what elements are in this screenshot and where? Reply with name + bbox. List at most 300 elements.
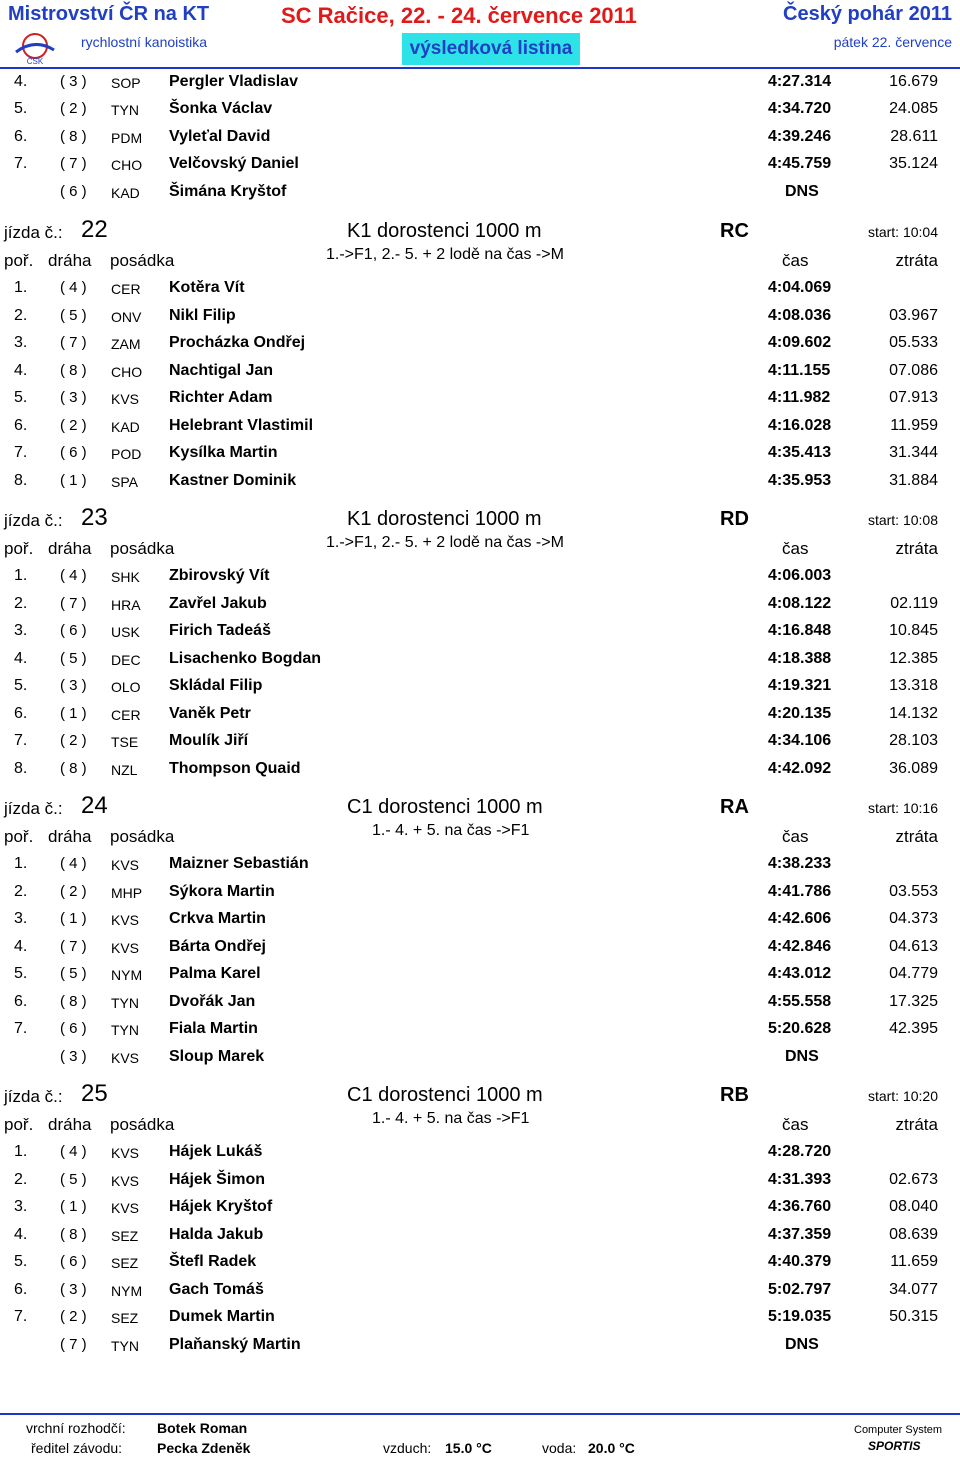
lane: ( 2 ) (60, 1308, 87, 1325)
time-loss: 04.613 (889, 938, 938, 955)
result-row (0, 595, 960, 622)
rank: 3. (14, 334, 28, 351)
athlete-name: Gach Tomáš (169, 1281, 264, 1298)
athlete-name: Vyleťal David (169, 128, 271, 145)
lane: ( 6 ) (60, 444, 87, 461)
time-loss: 36.089 (889, 760, 938, 777)
lane: ( 5 ) (60, 307, 87, 324)
club-code: KVS (111, 857, 140, 873)
athlete-name: Moulík Jiří (169, 732, 249, 749)
result-time: 4:42.606 (768, 910, 832, 927)
time-loss: 16.679 (889, 73, 938, 90)
race-number-label: jízda č.: (4, 223, 63, 242)
rank: 3. (14, 622, 28, 639)
result-time: 4:37.359 (768, 1226, 832, 1243)
result-time: 4:35.413 (768, 444, 832, 461)
club-code: KVS (111, 940, 140, 956)
club-code: CHO (111, 364, 143, 380)
race-number: 24 (81, 792, 108, 819)
race-code: RC (720, 220, 749, 242)
club-code: POD (111, 446, 142, 462)
rank: 6. (14, 417, 28, 434)
result-row (0, 279, 960, 306)
lane: ( 5 ) (60, 1171, 87, 1188)
club-code: KAD (111, 185, 140, 201)
column-headers (0, 822, 960, 851)
result-time: 4:42.092 (768, 760, 832, 777)
col-rank: poř. (4, 827, 34, 846)
athlete-name: Bárta Ondřej (169, 938, 266, 955)
event-name: C1 dorostenci 1000 m (347, 1084, 543, 1106)
event-name: K1 dorostenci 1000 m (347, 220, 542, 242)
club-code: SHK (111, 569, 140, 585)
rank: 5. (14, 389, 28, 406)
club-code: SPA (111, 474, 138, 490)
result-time: 5:19.035 (768, 1308, 832, 1325)
result-row (0, 73, 960, 100)
header-divider (0, 67, 960, 69)
water-temp-value: 20.0 °C (588, 1440, 635, 1456)
result-time: 4:04.069 (768, 279, 832, 296)
svg-text:ČSK: ČSK (26, 57, 44, 66)
lane: ( 7 ) (60, 938, 87, 955)
result-time: 4:35.953 (768, 472, 832, 489)
rank: 6. (14, 993, 28, 1010)
date-label: pátek 22. července (833, 34, 952, 50)
race-number-label: jízda č.: (4, 511, 63, 530)
result-row (0, 155, 960, 182)
col-lane: dráha (48, 251, 92, 270)
rank: 2. (14, 307, 28, 324)
race-number-label: jízda č.: (4, 799, 63, 818)
result-time: 4:16.028 (768, 417, 832, 434)
system-label: Computer System (854, 1424, 943, 1436)
lane: ( 3 ) (60, 73, 87, 90)
event-name: C1 dorostenci 1000 m (347, 796, 543, 818)
club-code: KVS (111, 1145, 140, 1161)
col-crew: posádka (110, 827, 175, 846)
athlete-name: Nikl Filip (169, 307, 236, 324)
discipline-label: rychlostní kanoistika (81, 34, 208, 50)
result-row (0, 100, 960, 127)
lane: ( 7 ) (60, 155, 87, 172)
club-code: MHP (111, 885, 143, 901)
result-time: 5:20.628 (768, 1020, 832, 1037)
result-time: 4:34.106 (768, 732, 832, 749)
result-row (0, 1143, 960, 1170)
athlete-name: Maizner Sebastián (169, 855, 309, 872)
club-code: KVS (111, 912, 140, 928)
rank: 8. (14, 472, 28, 489)
result-time: 4:11.155 (768, 362, 831, 379)
athlete-name: Procházka Ondřej (169, 334, 306, 351)
water-temp-label: voda: (542, 1440, 577, 1456)
page-header (0, 0, 960, 68)
club-code: KVS (111, 391, 140, 407)
lane: ( 1 ) (60, 472, 87, 489)
athlete-name: Kotěra Vít (169, 279, 245, 296)
rank: 3. (14, 1198, 28, 1215)
result-time: 4:16.848 (768, 622, 832, 639)
cup-title: Český pohár 2011 (783, 3, 952, 25)
result-time: 4:39.246 (768, 128, 832, 145)
athlete-name: Zavřel Jakub (169, 595, 267, 612)
rank: 6. (14, 1281, 28, 1298)
result-row (0, 1336, 960, 1363)
club-code: CER (111, 707, 141, 723)
start-time: start: 10:04 (867, 224, 938, 240)
result-time: 4:08.122 (768, 595, 832, 612)
lane: ( 7 ) (60, 334, 87, 351)
venue-title: SC Račice, 22. - 24. července 2011 (281, 3, 637, 28)
time-loss: 34.077 (889, 1281, 938, 1298)
club-code: ONV (111, 309, 142, 325)
result-time: 4:28.720 (768, 1143, 832, 1160)
result-time: 4:34.720 (768, 100, 832, 117)
col-lane: dráha (48, 1115, 92, 1134)
race-number: 22 (81, 216, 108, 243)
race-code: RD (720, 508, 749, 530)
result-time: 4:43.012 (768, 965, 832, 982)
rank: 2. (14, 595, 28, 612)
lane: ( 3 ) (60, 677, 87, 694)
time-loss: 28.103 (889, 732, 938, 749)
time-loss: 31.344 (889, 444, 938, 461)
club-code: SOP (111, 75, 141, 91)
race-number: 25 (81, 1080, 108, 1107)
club-code: SEZ (111, 1255, 139, 1271)
time-loss: 07.086 (889, 362, 938, 379)
athlete-name: Palma Karel (169, 965, 261, 982)
lane: ( 8 ) (60, 760, 87, 777)
lane: ( 4 ) (60, 279, 87, 296)
rank: 4. (14, 1226, 28, 1243)
col-crew: posádka (110, 1115, 175, 1134)
club-code: OLO (111, 679, 141, 695)
result-row (0, 732, 960, 759)
club-code: TSE (111, 734, 139, 750)
progression-rule: 1.->F1, 2.- 5. + 2 lodě na čas ->M (326, 534, 564, 551)
athlete-name: Hájek Lukáš (169, 1143, 263, 1160)
club-code: CHO (111, 157, 143, 173)
athlete-name: Halda Jakub (169, 1226, 264, 1243)
rank: 7. (14, 1020, 28, 1037)
rank: 8. (14, 760, 28, 777)
time-loss: 08.040 (889, 1198, 938, 1215)
result-time: 4:42.846 (768, 938, 832, 955)
lane: ( 1 ) (60, 705, 87, 722)
col-crew: posádka (110, 251, 175, 270)
col-rank: poř. (4, 251, 34, 270)
lane: ( 2 ) (60, 883, 87, 900)
club-code: HRA (111, 597, 141, 613)
athlete-name: Helebrant Vlastimil (169, 417, 314, 434)
result-row (0, 883, 960, 910)
club-code: DEC (111, 652, 141, 668)
club-code: PDM (111, 130, 143, 146)
page-footer (0, 1415, 960, 1466)
col-loss: ztráta (895, 827, 938, 846)
result-row (0, 334, 960, 361)
result-row (0, 677, 960, 704)
column-headers (0, 246, 960, 275)
club-code: KVS (111, 1050, 140, 1066)
result-row (0, 362, 960, 389)
lane: ( 5 ) (60, 650, 87, 667)
result-row (0, 567, 960, 594)
result-row (0, 1198, 960, 1225)
col-loss: ztráta (895, 1115, 938, 1134)
result-row (0, 965, 960, 992)
time-loss: 35.124 (889, 155, 938, 172)
club-code: KVS (111, 1200, 140, 1216)
time-loss: 42.395 (889, 1020, 938, 1037)
rank: 5. (14, 965, 28, 982)
result-time: 4:40.379 (768, 1253, 832, 1270)
result-time: 4:08.036 (768, 307, 832, 324)
club-code: KAD (111, 419, 140, 435)
col-loss: ztráta (895, 539, 938, 558)
director-name: Pecka Zdeněk (157, 1440, 251, 1456)
rank: 2. (14, 1171, 28, 1188)
event-name: K1 dorostenci 1000 m (347, 508, 542, 530)
lane: ( 3 ) (60, 1048, 87, 1065)
rank: 4. (14, 650, 28, 667)
time-loss: 03.967 (889, 307, 938, 324)
column-headers (0, 534, 960, 563)
time-loss: 02.119 (890, 595, 938, 612)
athlete-name: Kastner Dominik (169, 472, 297, 489)
rank: 5. (14, 677, 28, 694)
championship-title: Mistrovství ČR na KT (8, 3, 210, 25)
result-row (0, 760, 960, 787)
result-row (0, 1171, 960, 1198)
time-loss: 11.659 (890, 1253, 938, 1270)
rank: 1. (14, 855, 28, 872)
result-row (0, 472, 960, 499)
club-code: NYM (111, 967, 143, 983)
athlete-name: Firich Tadeáš (169, 622, 271, 639)
result-row (0, 128, 960, 155)
athlete-name: Kysílka Martin (169, 444, 278, 461)
athlete-name: Velčovský Daniel (169, 155, 299, 172)
col-lane: dráha (48, 827, 92, 846)
result-row (0, 993, 960, 1020)
director-label: ředitel závodu: (31, 1440, 123, 1456)
result-row (0, 855, 960, 882)
result-row (0, 1048, 960, 1075)
race-code: RA (720, 796, 749, 818)
col-time: čas (782, 539, 809, 558)
race-header (0, 504, 960, 538)
race-header (0, 1080, 960, 1114)
result-time: 5:02.797 (768, 1281, 832, 1298)
col-crew: posádka (110, 539, 175, 558)
athlete-name: Hájek Šimon (169, 1171, 266, 1188)
club-code: SEZ (111, 1228, 139, 1244)
athlete-name: Crkva Martin (169, 910, 266, 927)
athlete-name: Vaněk Petr (169, 705, 251, 722)
col-rank: poř. (4, 1115, 34, 1134)
sportis-logo: SPORTIS (868, 1439, 921, 1453)
time-loss: 31.884 (889, 472, 938, 489)
lane: ( 3 ) (60, 389, 87, 406)
result-row (0, 622, 960, 649)
results-list-banner: výsledková listina (402, 33, 580, 65)
result-row (0, 938, 960, 965)
time-loss: 14.132 (889, 705, 938, 722)
result-time: 4:41.786 (768, 883, 832, 900)
athlete-name: Fiala Martin (169, 1020, 258, 1037)
column-headers (0, 1110, 960, 1139)
lane: ( 6 ) (60, 622, 87, 639)
time-loss: 05.533 (889, 334, 938, 351)
result-row (0, 1020, 960, 1047)
club-code: TYN (111, 1022, 139, 1038)
athlete-name: Dumek Martin (169, 1308, 275, 1325)
club-code: SEZ (111, 1310, 139, 1326)
result-row (0, 444, 960, 471)
rank: 3. (14, 910, 28, 927)
lane: ( 7 ) (60, 595, 87, 612)
rank: 5. (14, 1253, 28, 1270)
athlete-name: Lisachenko Bogdan (169, 650, 322, 667)
result-time: 4:18.388 (768, 650, 832, 667)
time-loss: 04.373 (889, 910, 938, 927)
air-temp-label: vzduch: (383, 1440, 432, 1456)
athlete-name: Zbirovský Vít (169, 567, 270, 584)
race-code: RB (720, 1084, 749, 1106)
race-number-label: jízda č.: (4, 1087, 63, 1106)
lane: ( 1 ) (60, 910, 87, 927)
lane: ( 8 ) (60, 362, 87, 379)
race-header (0, 216, 960, 250)
rank: 2. (14, 883, 28, 900)
lane: ( 4 ) (60, 567, 87, 584)
result-row (0, 307, 960, 334)
air-temp-value: 15.0 °C (445, 1440, 492, 1456)
referee-label: vrchní rozhodčí: (26, 1420, 126, 1436)
rank: 6. (14, 128, 28, 145)
time-loss: 13.318 (889, 677, 938, 694)
result-row (0, 1308, 960, 1335)
federation-logo (12, 30, 58, 66)
rank: 5. (14, 100, 28, 117)
athlete-name: Šimána Kryštof (169, 183, 287, 200)
lane: ( 3 ) (60, 1281, 87, 1298)
start-time: start: 10:20 (867, 1088, 938, 1104)
referee-name: Botek Roman (157, 1420, 248, 1436)
time-loss: 28.611 (890, 128, 938, 145)
club-code: NZL (111, 762, 138, 778)
result-row (0, 910, 960, 937)
club-code: TYN (111, 995, 139, 1011)
col-rank: poř. (4, 539, 34, 558)
result-time: 4:36.760 (768, 1198, 832, 1215)
rank: 7. (14, 732, 28, 749)
rank: 7. (14, 444, 28, 461)
time-loss: 02.673 (889, 1171, 938, 1188)
col-loss: ztráta (895, 251, 938, 270)
result-time: 4:09.602 (768, 334, 832, 351)
athlete-name: Dvořák Jan (169, 993, 256, 1010)
lane: ( 8 ) (60, 1226, 87, 1243)
lane: ( 1 ) (60, 1198, 87, 1215)
rank: 1. (14, 1143, 28, 1160)
lane: ( 8 ) (60, 993, 87, 1010)
result-time: 4:20.135 (768, 705, 832, 722)
result-row (0, 417, 960, 444)
rank: 6. (14, 705, 28, 722)
result-row (0, 1226, 960, 1253)
rank: 4. (14, 938, 28, 955)
club-code: USK (111, 624, 140, 640)
lane: ( 6 ) (60, 183, 87, 200)
lane: ( 2 ) (60, 417, 87, 434)
athlete-name: Skládal Filip (169, 677, 263, 694)
athlete-name: Hájek Kryštof (169, 1198, 273, 1215)
result-row (0, 705, 960, 732)
club-code: CER (111, 281, 141, 297)
race-number: 23 (81, 504, 108, 531)
time-loss: 11.959 (890, 417, 938, 434)
result-time: DNS (785, 1048, 819, 1065)
club-code: KVS (111, 1173, 140, 1189)
club-code: ZAM (111, 336, 141, 352)
athlete-name: Sloup Marek (169, 1048, 265, 1065)
time-loss: 04.779 (889, 965, 938, 982)
rank: 7. (14, 155, 28, 172)
result-time: 4:45.759 (768, 155, 832, 172)
rank: 4. (14, 73, 28, 90)
result-time: DNS (785, 1336, 819, 1353)
time-loss: 07.913 (889, 389, 938, 406)
result-time: 4:38.233 (768, 855, 832, 872)
athlete-name: Thompson Quaid (169, 760, 301, 777)
col-time: čas (782, 251, 809, 270)
time-loss: 50.315 (889, 1308, 938, 1325)
result-time: 4:55.558 (768, 993, 832, 1010)
result-row (0, 1253, 960, 1280)
result-time: 4:11.982 (768, 389, 831, 406)
rank: 1. (14, 567, 28, 584)
time-loss: 08.639 (889, 1226, 938, 1243)
lane: ( 6 ) (60, 1253, 87, 1270)
result-row (0, 183, 960, 210)
lane: ( 2 ) (60, 100, 87, 117)
club-code: NYM (111, 1283, 143, 1299)
result-time: 4:19.321 (768, 677, 832, 694)
race-header (0, 792, 960, 826)
lane: ( 8 ) (60, 128, 87, 145)
time-loss: 24.085 (889, 100, 938, 117)
progression-rule: 1.->F1, 2.- 5. + 2 lodě na čas ->M (326, 246, 564, 263)
lane: ( 4 ) (60, 855, 87, 872)
col-time: čas (782, 1115, 809, 1134)
time-loss: 03.553 (889, 883, 938, 900)
col-time: čas (782, 827, 809, 846)
club-code: TYN (111, 1338, 139, 1354)
athlete-name: Šonka Václav (169, 100, 273, 117)
start-time: start: 10:08 (867, 512, 938, 528)
time-loss: 12.385 (889, 650, 938, 667)
lane: ( 5 ) (60, 965, 87, 982)
result-time: DNS (785, 183, 819, 200)
progression-rule: 1.- 4. + 5. na čas ->F1 (372, 822, 530, 839)
athlete-name: Štefl Radek (169, 1253, 257, 1270)
lane: ( 2 ) (60, 732, 87, 749)
start-time: start: 10:16 (867, 800, 938, 816)
